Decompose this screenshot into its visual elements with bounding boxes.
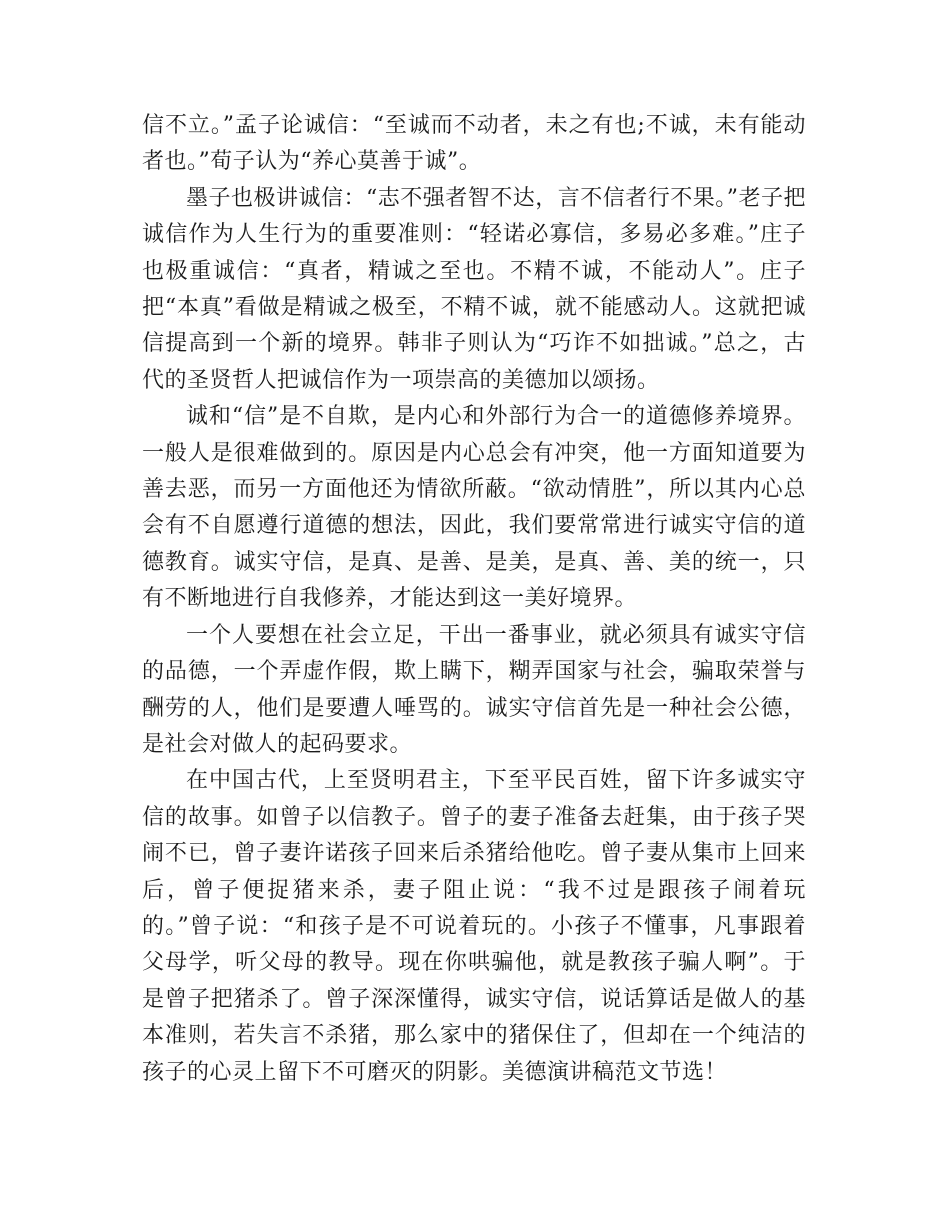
paragraph-zengzi-story: 在中国古代，上至贤明君主，下至平民百姓，留下许多诚实守信的故事。如曾子以信教子。曾子的妻子准备去赶集，由于孩子哭闹不已，曾子妻许诺孩子回来后杀猪给他吃。曾子妻从集市上回来后，曾子便捉猪来杀，妻子阻止说：“我不过是跟孩子闹着玩的。”曾子说：“和孩子是不可说着玩的。小孩子不懂事，凡事跟着父母学，听父母的教导。现在你哄骗他，就是教孩子骗人啊”。于是曾子把猪杀了。曾子深深懂得，诚实守信，说话算话是做人的基本准则，若失言不杀猪，那么家中的猪保住了，但却在一个纯洁的孩子的心灵上留下不可磨灭的阴影。美德演讲稿范文节选！	[142, 768, 806, 1085]
paragraph-cheng-xin: 诚和“信”是不自欺，是内心和外部行为合一的道德修养境界。一般人是很难做到的。原因是内心总会有冲突，他一方面知道要为善去恶，而另一方面他还为情欲所蔽。“欲动情胜”，所以其内心总会有不自愿遵行道德的想法，因此，我们要常常进行诚实守信的道德教育。诚实守信，是真、是善、是美，是真、善、美的统一，只有不断地进行自我修养，才能达到这一美好境界。	[142, 404, 806, 612]
body-text	[142, 108, 806, 1091]
paragraph-mozi-laozi-zhuangzi: 墨子也极讲诚信：“志不强者智不达，言不信者行不果。”老子把诚信作为人生行为的重要准则：“轻诺必寡信，多易必多难。”庄子也极重诚信：“真者，精诚之至也。不精不诚，不能动人”。庄子把“本真”看做是精诚之极至，不精不诚，就不能感动人。这就把诚信提高到一个新的境界。韩非子则认为“巧诈不如拙诚。”总之，古代的圣贤哲人把诚信作为一项崇高的美德加以颂扬。	[142, 185, 806, 393]
paragraph-social-morality: 一个人要想在社会立足，干出一番事业，就必须具有诚实守信的品德，一个弄虚作假，欺上瞒下，糊弄国家与社会，骗取荣誉与酬劳的人，他们是要遭人唾骂的。诚实守信首先是一种社会公德，是社会对做人的起码要求。	[142, 622, 806, 757]
paragraph-continuation: 信不立。”孟子论诚信：“至诚而不动者，未之有也;不诚，未有能动者也。”荀子认为“养心莫善于诚”。	[142, 113, 806, 175]
